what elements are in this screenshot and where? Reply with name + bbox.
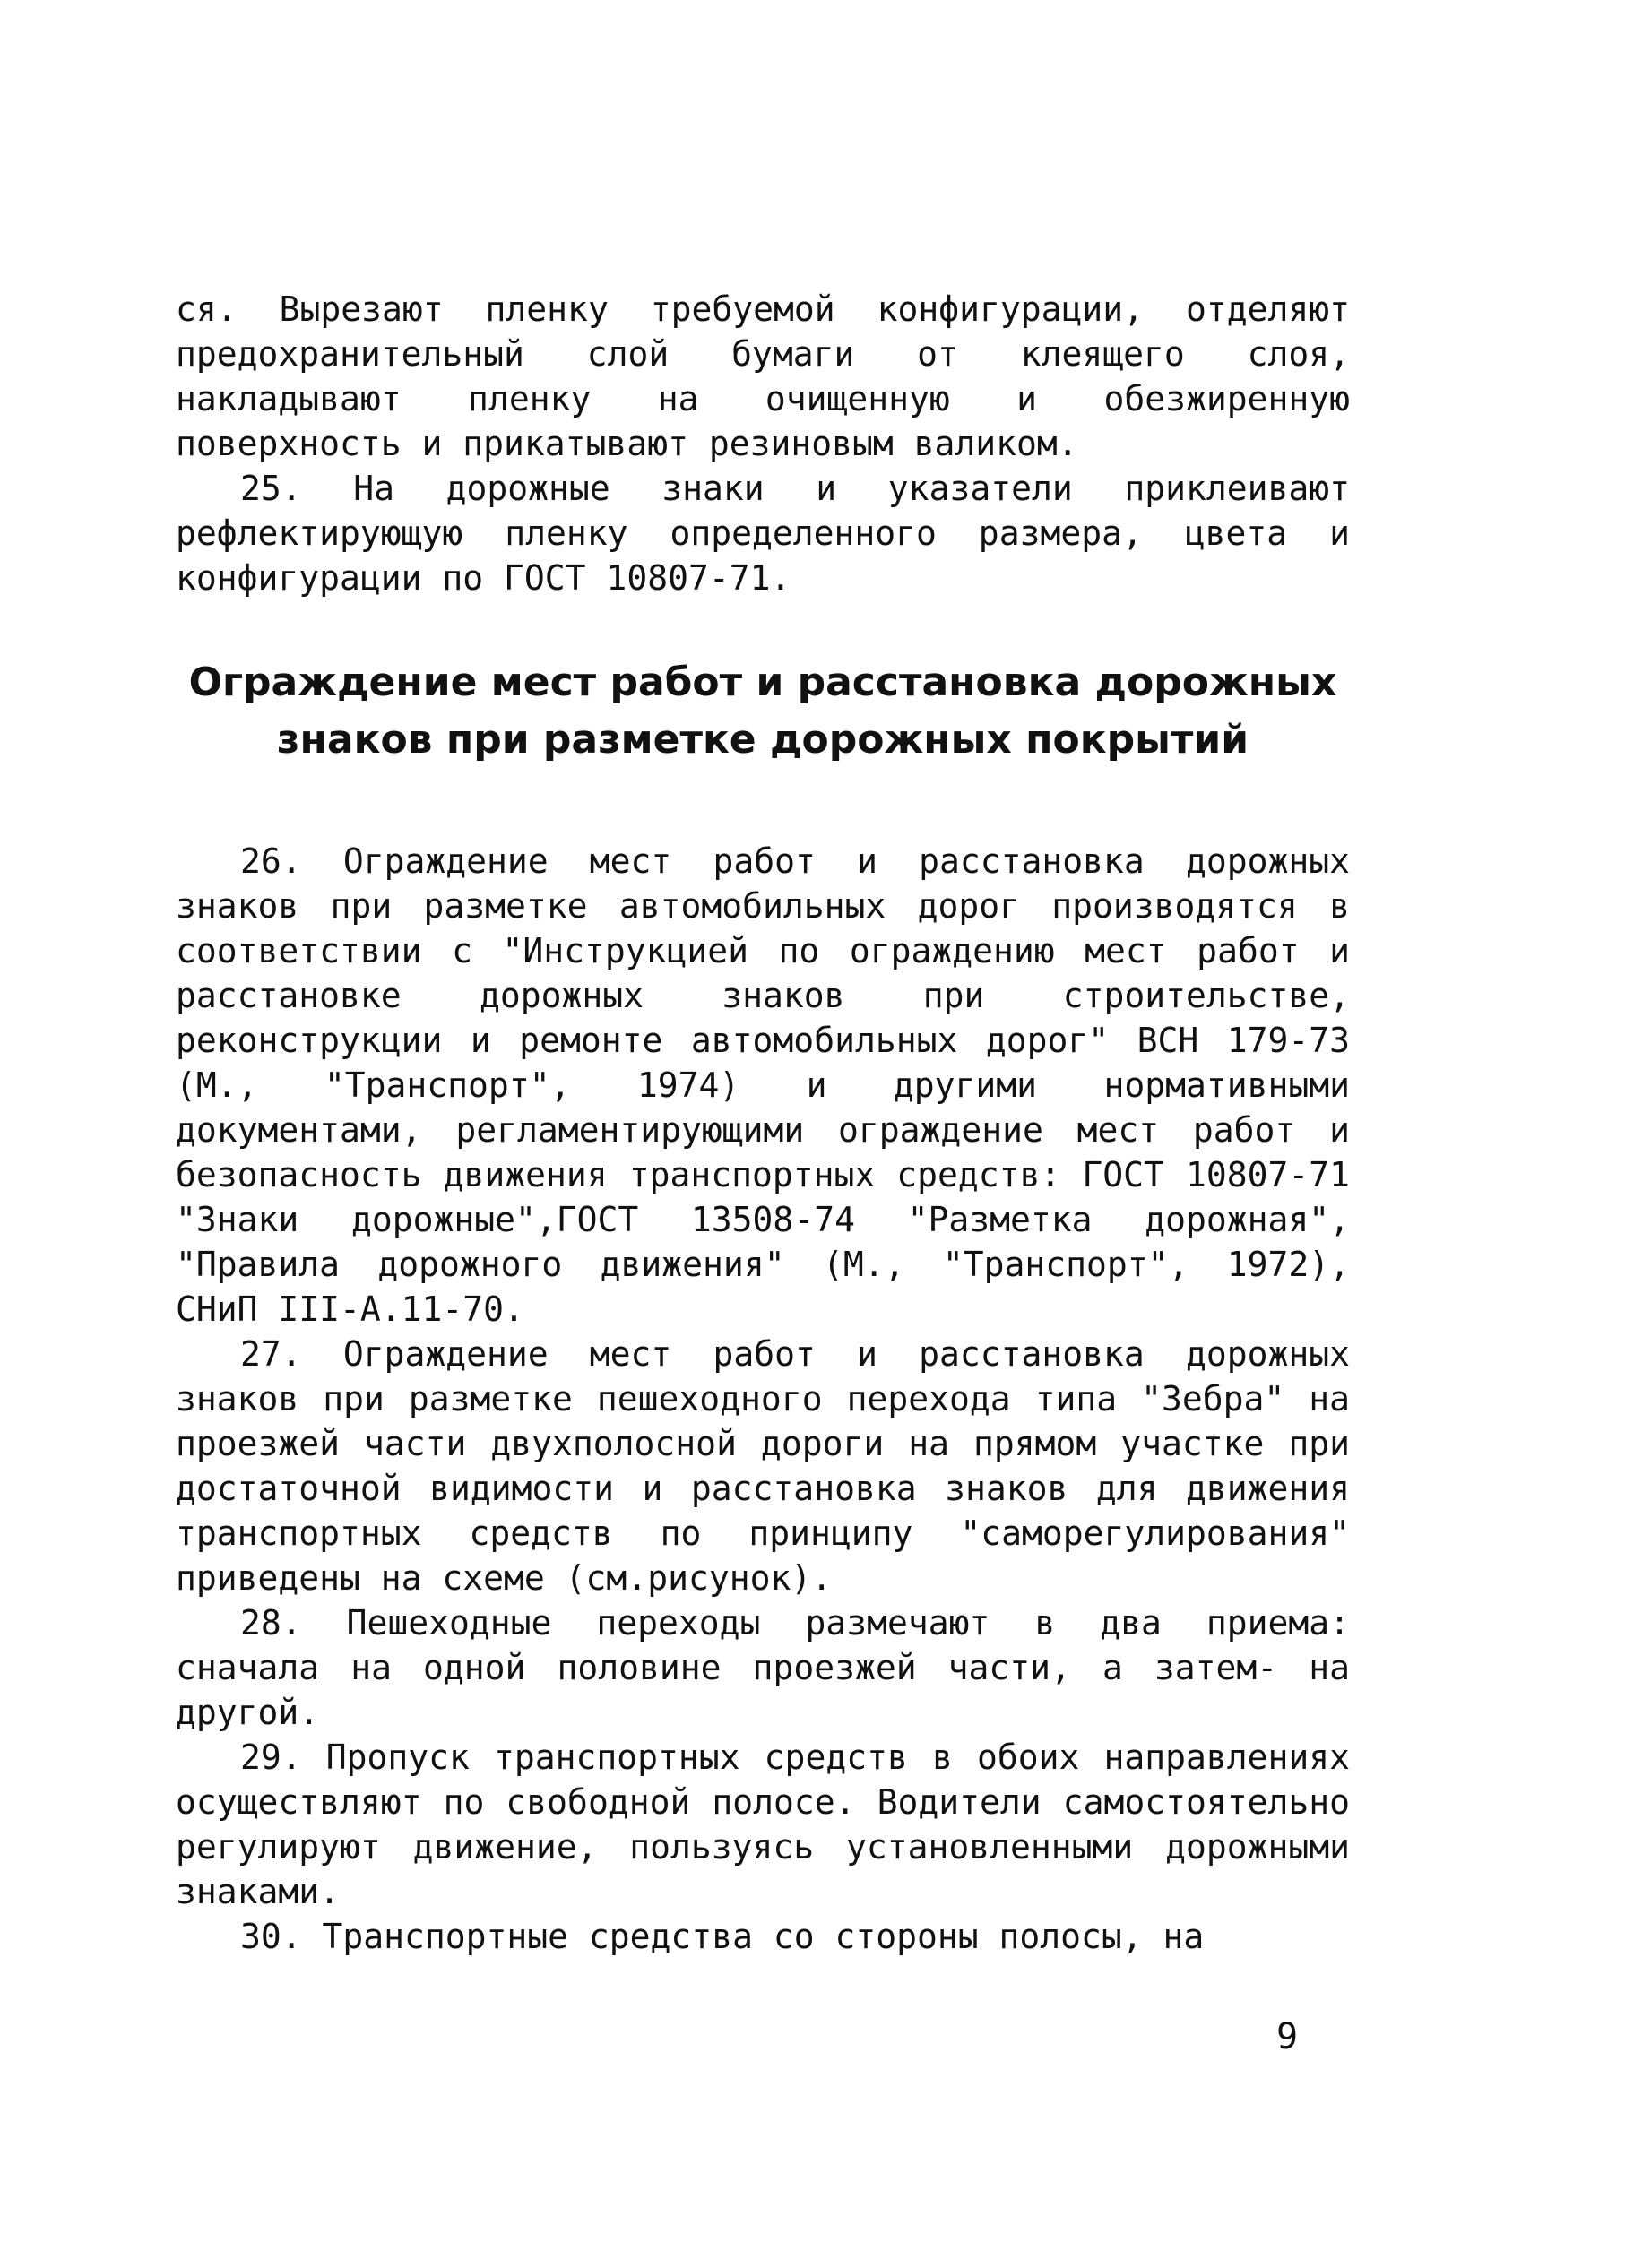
document-page <box>176 287 1350 1959</box>
paragraph-24-continuation: ся. Вырезают пленку требуемой конфигурации, отделяют предохранительный слой бумаги от клеящего слоя, накладывают пленку на очищенную и обезжиренную поверхность и прикатывают резиновым валиком. <box>176 289 1350 463</box>
page-number: 9 <box>1276 2016 1299 2057</box>
paragraph-25: 25. На дорожные знаки и указатели приклеивают рефлектирующую пленку определенного размера, цвета и конфигурации по ГОСТ 10807-71. <box>176 469 1350 598</box>
paragraph-27: 27. Ограждение мест работ и расстановка дорожных знаков при разметке пешеходного перехода типа "Зебра" на проезжей части двухполосной дороги на прямом участке при достаточной видимости и расстановка знаков для движения транспортных средств по принципу "саморегулирования" приведены на схеме (см.рисунок). <box>176 1334 1350 1598</box>
section-heading <box>176 654 1350 769</box>
paragraph-30-start: 30. Транспортные средства со стороны полосы, на <box>240 1917 1205 1956</box>
paragraph-29: 29. Пропуск транспортных средств в обоих направлениях осуществляют по свободной полосе. Водители самостоятельно регулируют движение, пользуясь установленными дорожными знаками. <box>176 1738 1350 1911</box>
section-heading-line-2: знаков при разметке дорожных покрытий <box>276 717 1249 763</box>
section-heading-line-1: Ограждение мест работ и расстановка дорожных <box>188 660 1337 705</box>
paragraph-26: 26. Ограждение мест работ и расстановка дорожных знаков при разметке автомобильных дорог производятся в соответствии с "Инструкцией по ограждению мест работ и расстановке дорожных знаков при строительстве, реконструкции и ремонте автомобильных дорог" ВСН 179-73 (М., "Транспорт", 1974) и другими нормативными документами, регламентирующими ограждение мест работ и безопасность движения транспортных средств: ГОСТ 10807-71 "Знаки дорожные",ГОСТ 13508-74 "Разметка дорожная", "Правила дорожного движения" (М., "Транспорт", 1972), СНиП III-А.11-70. <box>176 841 1350 1329</box>
paragraph-28: 28. Пешеходные переходы размечают в два приема: сначала на одной половине проезжей части, а затем- на другой. <box>176 1603 1350 1732</box>
